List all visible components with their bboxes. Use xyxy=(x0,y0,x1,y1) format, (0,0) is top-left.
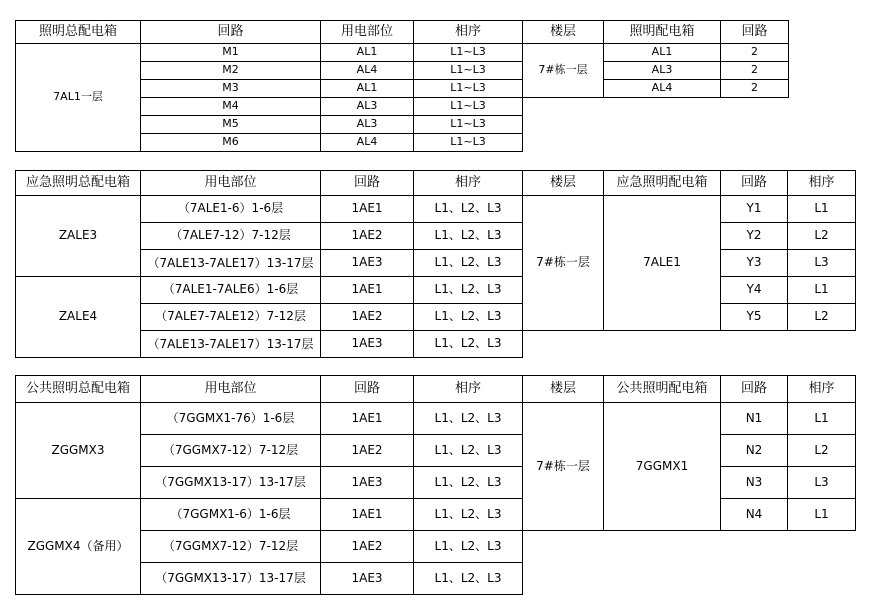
phase-cell: L1~L3 xyxy=(414,80,523,98)
sub-circuit-cell: N4 xyxy=(721,499,788,531)
sub-phase-cell: L3 xyxy=(788,467,856,499)
circuit-cell: M3 xyxy=(141,80,321,98)
phase-cell: L1、L2、L3 xyxy=(414,499,523,531)
sub-phase-cell: L1 xyxy=(788,403,856,435)
header-main-box: 应急照明总配电箱 xyxy=(16,171,141,196)
circuit-cell: M1 xyxy=(141,44,321,62)
circuit-cell: 1AE1 xyxy=(321,277,414,304)
circuit-cell: 1AE3 xyxy=(321,563,414,595)
circuit-cell: 1AE3 xyxy=(321,467,414,499)
sub-circuit-cell: 2 xyxy=(721,80,789,98)
location-cell: （7GGMX13-17）13-17层 xyxy=(141,563,321,595)
main-box-cell: ZGGMX4（备用） xyxy=(16,499,141,595)
phase-cell: L1、L2、L3 xyxy=(414,304,523,331)
sub-box-cell: AL4 xyxy=(604,80,721,98)
sub-box-cell: AL1 xyxy=(604,44,721,62)
empty-area xyxy=(523,331,856,358)
sub-circuit-cell: 2 xyxy=(721,44,789,62)
phase-cell: L1、L2、L3 xyxy=(414,250,523,277)
header-sub-box: 应急照明配电箱 xyxy=(604,171,721,196)
phase-cell: L1、L2、L3 xyxy=(414,435,523,467)
phase-cell: L1、L2、L3 xyxy=(414,331,523,358)
location-cell xyxy=(141,250,321,277)
header-circuit: 回路 xyxy=(321,376,414,403)
circuit-cell: M6 xyxy=(141,134,321,152)
phase-cell: L1、L2、L3 xyxy=(414,277,523,304)
main-box-cell: ZALE3 xyxy=(16,196,141,277)
header-sub-circuit: 回路 xyxy=(721,376,788,403)
header-location: 用电部位 xyxy=(321,21,414,44)
sub-circuit-cell: Y4 xyxy=(721,277,788,304)
header-phase: 相序 xyxy=(414,171,523,196)
location-cell: AL1 xyxy=(321,44,414,62)
header-circuit: 回路 xyxy=(141,21,321,44)
sub-phase-cell: L2 xyxy=(788,435,856,467)
lighting-distribution-table xyxy=(15,20,789,152)
circuit-cell: M2 xyxy=(141,62,321,80)
location-cell: （7ALE1-7ALE6）1-6层 xyxy=(141,277,321,304)
main-box-cell: ZGGMX3 xyxy=(16,403,141,499)
phase-cell: L1~L3 xyxy=(414,98,523,116)
sub-circuit-cell: N1 xyxy=(721,403,788,435)
header-floor: 楼层 xyxy=(523,21,604,44)
circuit-cell: 1AE1 xyxy=(321,196,414,223)
phase-cell: L1~L3 xyxy=(414,116,523,134)
sub-circuit-cell: Y1 xyxy=(721,196,788,223)
location-cell: AL1 xyxy=(321,80,414,98)
header-main-box: 照明总配电箱 xyxy=(16,21,141,44)
location-cell: （7ALE7-12）7-12层 xyxy=(141,223,321,250)
phase-cell: L1~L3 xyxy=(414,62,523,80)
empty-area xyxy=(523,98,789,152)
circuit-cell: 1AE3 xyxy=(321,331,414,358)
phase-cell: L1、L2、L3 xyxy=(414,196,523,223)
location-text: （7ALE13-7ALE17）13-17层 xyxy=(147,337,314,351)
header-floor: 楼层 xyxy=(523,376,604,403)
sub-circuit-cell: Y3 xyxy=(721,250,788,277)
phase-cell: L1、L2、L3 xyxy=(414,531,523,563)
location-cell xyxy=(141,331,321,358)
header-sub-box: 照明配电箱 xyxy=(604,21,721,44)
circuit-cell: 1AE2 xyxy=(321,531,414,563)
header-sub-circuit: 回路 xyxy=(721,171,788,196)
header-sub-box: 公共照明配电箱 xyxy=(604,376,721,403)
sub-box-cell: 7GGMX1 xyxy=(604,403,721,531)
sub-circuit-cell: N3 xyxy=(721,467,788,499)
sub-phase-cell: L2 xyxy=(788,223,856,250)
main-box-cell: ZALE4 xyxy=(16,277,141,358)
header-location: 用电部位 xyxy=(141,376,321,403)
floor-cell: 7#栋一层 xyxy=(523,196,604,331)
header-location: 用电部位 xyxy=(141,171,321,196)
sub-phase-cell: L1 xyxy=(788,196,856,223)
sub-box-cell: 7ALE1 xyxy=(604,196,721,331)
location-cell: （7GGMX1-76）1-6层 xyxy=(141,403,321,435)
circuit-cell: 1AE2 xyxy=(321,223,414,250)
sub-circuit-cell: N2 xyxy=(721,435,788,467)
emergency-lighting-table xyxy=(15,170,856,358)
phase-cell: L1、L2、L3 xyxy=(414,563,523,595)
empty-area xyxy=(523,531,856,595)
location-cell: （7ALE1-6）1-6层 xyxy=(141,196,321,223)
phase-cell: L1、L2、L3 xyxy=(414,467,523,499)
floor-cell: 7#栋一层 xyxy=(523,44,604,98)
header-phase: 相序 xyxy=(414,376,523,403)
location-cell: AL4 xyxy=(321,62,414,80)
circuit-cell: M5 xyxy=(141,116,321,134)
sub-box-cell: AL3 xyxy=(604,62,721,80)
header-sub-circuit: 回路 xyxy=(721,21,789,44)
location-cell: AL3 xyxy=(321,116,414,134)
header-main-box: 公共照明总配电箱 xyxy=(16,376,141,403)
circuit-cell: M4 xyxy=(141,98,321,116)
header-floor: 楼层 xyxy=(523,171,604,196)
phase-cell: L1、L2、L3 xyxy=(414,403,523,435)
phase-cell: L1、L2、L3 xyxy=(414,223,523,250)
public-lighting-table xyxy=(15,375,856,595)
header-sub-phase: 相序 xyxy=(788,376,856,403)
circuit-cell: 1AE2 xyxy=(321,435,414,467)
location-cell: AL3 xyxy=(321,98,414,116)
sub-phase-cell: L2 xyxy=(788,304,856,331)
floor-cell: 7#栋一层 xyxy=(523,403,604,531)
sub-circuit-cell: Y2 xyxy=(721,223,788,250)
circuit-cell: 1AE3 xyxy=(321,250,414,277)
header-circuit: 回路 xyxy=(321,171,414,196)
main-box-cell: 7AL1一层 xyxy=(16,44,141,152)
circuit-cell: 1AE1 xyxy=(321,403,414,435)
location-cell: （7GGMX13-17）13-17层 xyxy=(141,467,321,499)
circuit-cell: 1AE1 xyxy=(321,499,414,531)
location-cell: （7GGMX7-12）7-12层 xyxy=(141,435,321,467)
header-sub-phase: 相序 xyxy=(788,171,856,196)
phase-cell: L1~L3 xyxy=(414,44,523,62)
location-cell: （7ALE7-7ALE12）7-12层 xyxy=(141,304,321,331)
location-cell: AL4 xyxy=(321,134,414,152)
sub-phase-cell: L1 xyxy=(788,277,856,304)
sub-phase-cell: L1 xyxy=(788,499,856,531)
sub-circuit-cell: Y5 xyxy=(721,304,788,331)
sub-circuit-cell: 2 xyxy=(721,62,789,80)
sub-phase-cell: L3 xyxy=(788,250,856,277)
location-cell: （7GGMX7-12）7-12层 xyxy=(141,531,321,563)
phase-cell: L1~L3 xyxy=(414,134,523,152)
circuit-cell: 1AE2 xyxy=(321,304,414,331)
location-cell: （7GGMX1-6）1-6层 xyxy=(141,499,321,531)
header-phase: 相序 xyxy=(414,21,523,44)
location-text: （7ALE13-7ALE17）13-17层 xyxy=(147,256,314,270)
